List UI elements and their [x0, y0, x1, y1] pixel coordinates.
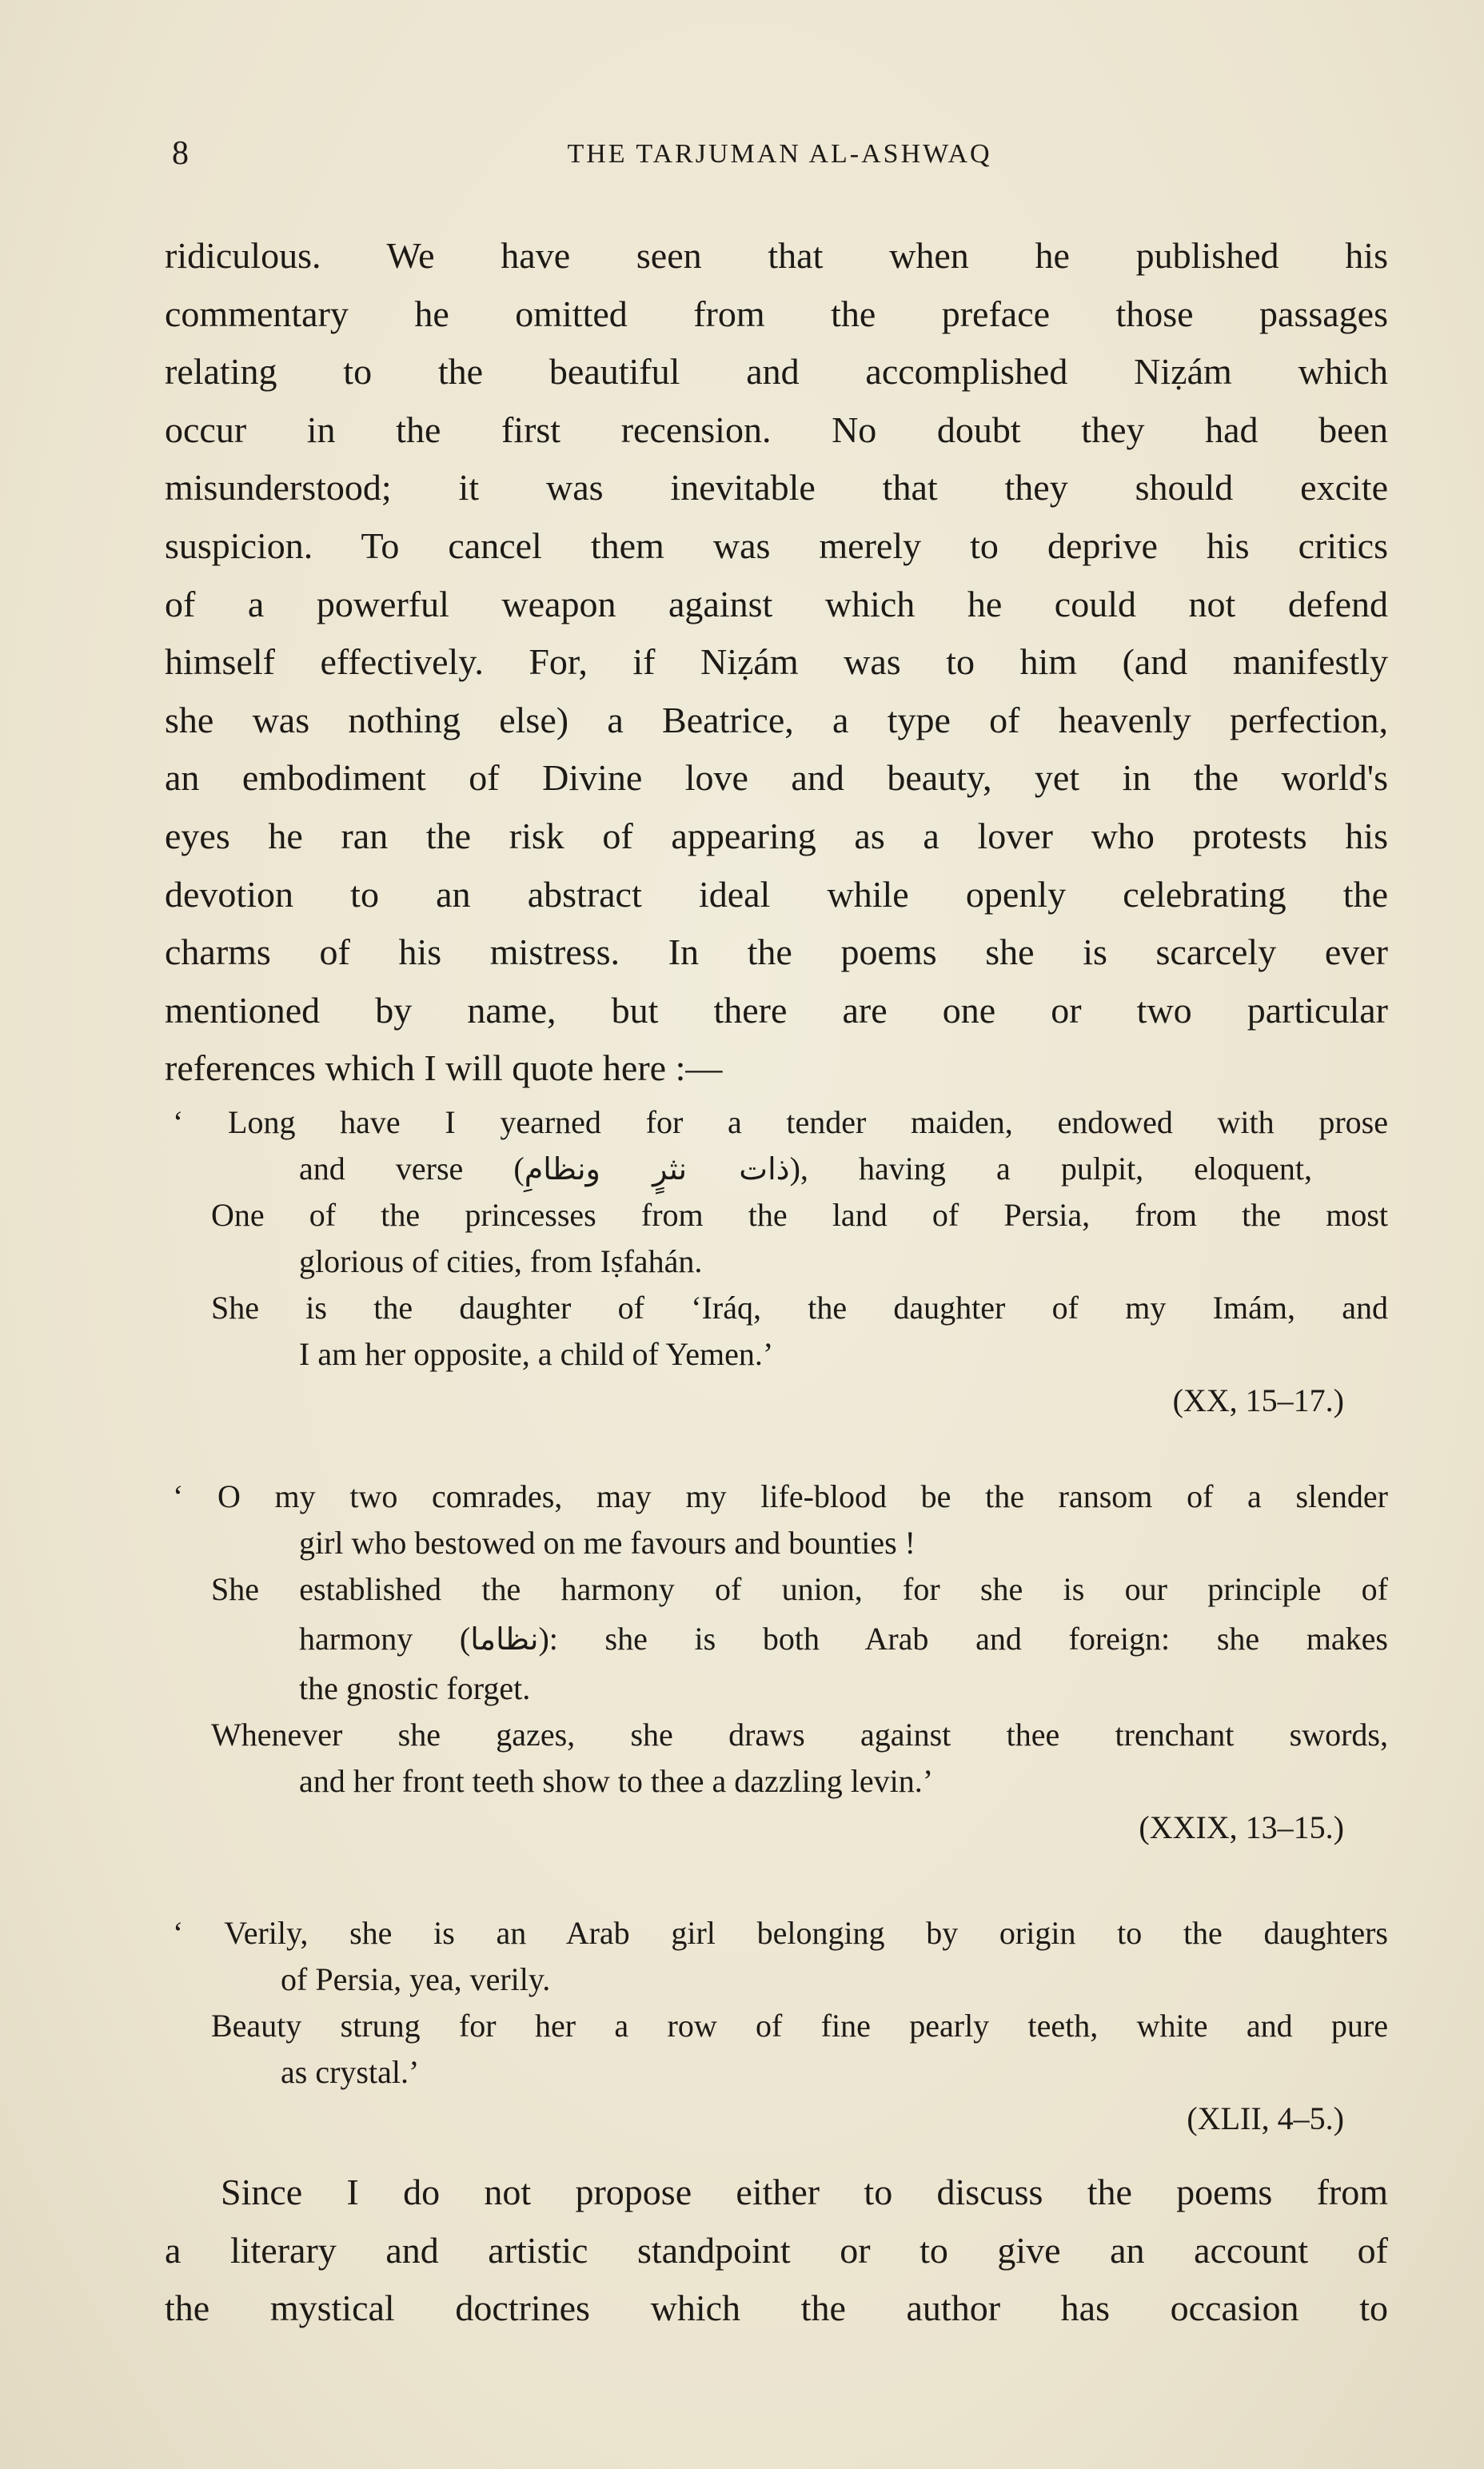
running-title: THE TARJUMAN AL-ASHWAQ — [567, 139, 992, 169]
verse-line: of Persia, yea, verily. — [281, 1961, 551, 1997]
verse-line: I am her opposite, a child of Yemen.’ — [299, 1336, 774, 1372]
verse-text: harmony ( — [299, 1621, 471, 1657]
verse-text: and verse ( — [299, 1151, 525, 1187]
text-line: the mystical doctrines which the author has occasion to — [165, 2288, 1388, 2329]
text-line: relating to the beautiful and accomplished Niẓám which — [165, 351, 1388, 393]
text-line: commentary he omitted from the preface those passages — [165, 293, 1388, 334]
verse-text: ), having a pulpit, eloquent, — [789, 1151, 1313, 1187]
page-header — [172, 134, 1387, 182]
page-number: 8 — [172, 135, 189, 172]
verse-reference: (XLII, 4–5.) — [1187, 2100, 1344, 2136]
text-line: Since I do not propose either to discuss the poems from — [221, 2172, 1388, 2212]
text-line: eyes he ran the risk of appearing as a lover who protests his — [165, 815, 1388, 856]
arabic-phrase: نظاما — [470, 1621, 539, 1657]
text-line: mentioned by name, but there are one or two particular — [165, 989, 1388, 1031]
verse-line-with-arabic — [165, 1613, 1388, 1665]
verse-line: Whenever she gazes, she draws against thee trenchant swords, — [211, 1717, 1388, 1753]
verse-line: Beauty strung for her a row of fine pearly teeth, white and pure — [211, 2008, 1388, 2044]
verse-line: One of the princesses from the land of Persia, from the most — [211, 1197, 1388, 1233]
verse-quote-1 — [165, 1099, 1388, 1424]
text-line: she was nothing else) a Beatrice, a type of heavenly perfection, — [165, 699, 1388, 740]
verse-line: She established the harmony of union, for she is our principle of — [211, 1571, 1388, 1607]
verse-text: ): she is both Arab and foreign: she makes — [538, 1621, 1388, 1657]
text-line: an embodiment of Divine love and beauty, yet in the world's — [165, 757, 1388, 799]
text-line: suspicion. To cancel them was merely to deprive his critics — [165, 525, 1388, 566]
text-line: of a powerful weapon against which he could not defend — [165, 583, 1388, 624]
verse-reference: (XXIX, 13–15.) — [1139, 1809, 1344, 1845]
verse-line: ‘ Long have I yearned for a tender maiden, endowed with prose — [173, 1104, 1388, 1140]
verse-quote-2 — [165, 1474, 1388, 1851]
paragraph-1 — [165, 227, 1388, 1098]
verse-line: and her front teeth show to thee a dazzling levin.’ — [299, 1763, 934, 1799]
text-line: occur in the first recension. No doubt they had been — [165, 409, 1388, 450]
text-line: a literary and artistic standpoint or to give an account of — [165, 2229, 1388, 2271]
verse-line: girl who bestowed on me favours and bounties ! — [299, 1525, 916, 1561]
verse-line-with-arabic — [165, 1146, 1388, 1192]
verse-line: ‘ Verily, she is an Arab girl belonging by origin to the daughters — [173, 1915, 1388, 1951]
text-line: charms of his mistress. In the poems she is scarcely ever — [165, 931, 1388, 973]
verse-line: as crystal.’ — [281, 2054, 420, 2090]
verse-quote-3 — [165, 1910, 1388, 2142]
verse-line: the gnostic forget. — [299, 1670, 531, 1706]
text-line: misunderstood; it was inevitable that they should excite — [165, 467, 1388, 509]
verse-reference: (XX, 15–17.) — [1172, 1382, 1344, 1418]
arabic-phrase: ذات نثرٍ ونظامِ — [524, 1151, 790, 1187]
text-line: references which I will quote here :— — [165, 1047, 723, 1089]
text-line: himself effectively. For, if Niẓám was to him (and manifestly — [165, 641, 1388, 683]
text-line: ridiculous. We have seen that when he published his — [165, 235, 1388, 276]
verse-line: She is the daughter of ‘Iráq, the daughter of my Imám, and — [211, 1290, 1388, 1326]
text-line: devotion to an abstract ideal while openly celebrating the — [165, 873, 1388, 915]
verse-line: ‘ O my two comrades, may my life-blood be the ransom of a slender — [173, 1478, 1388, 1514]
verse-line: glorious of cities, from Iṣfahán. — [299, 1243, 703, 1279]
paragraph-2 — [165, 2164, 1388, 2338]
